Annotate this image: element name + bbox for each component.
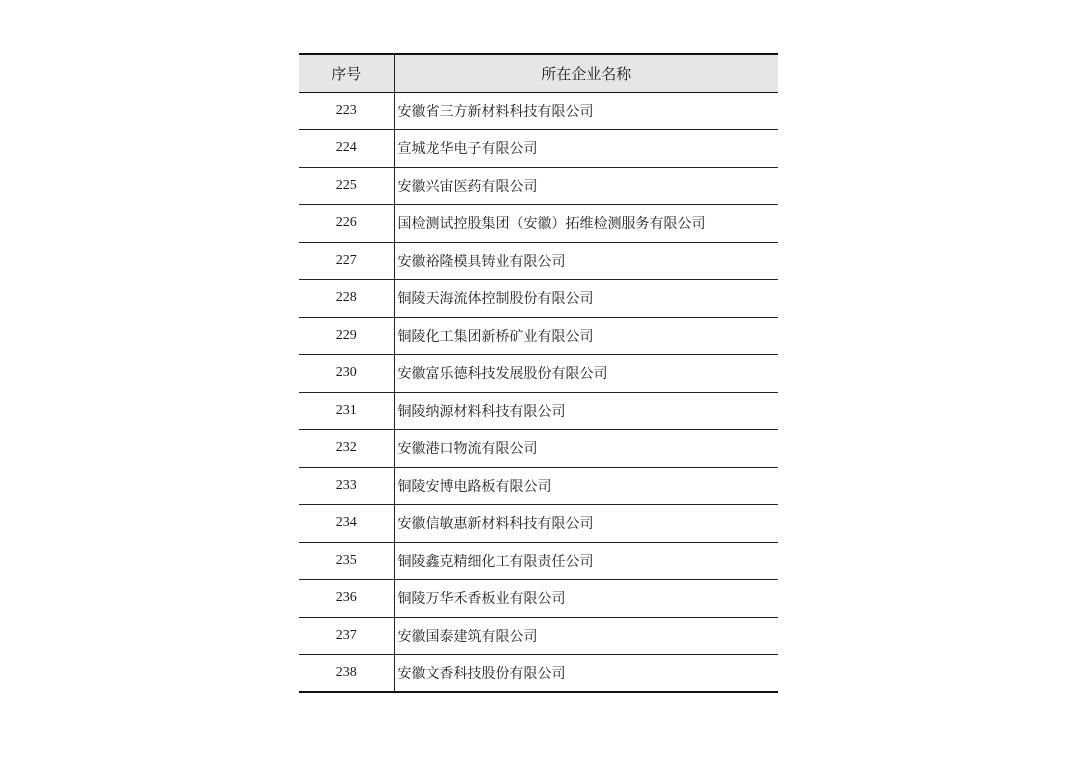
row-number: 238 xyxy=(299,655,394,693)
row-company-name: 安徽信敏惠新材料科技有限公司 xyxy=(394,505,778,543)
row-company-name: 国检测试控股集团（安徽）拓维检测服务有限公司 xyxy=(394,205,778,243)
row-company-name: 安徽国泰建筑有限公司 xyxy=(394,617,778,655)
table-row xyxy=(299,92,778,130)
row-number: 224 xyxy=(299,130,394,168)
table-row xyxy=(299,317,778,355)
column-header-number: 序号 xyxy=(299,54,394,92)
row-company-name: 铜陵万华禾香板业有限公司 xyxy=(394,580,778,618)
column-header-company: 所在企业名称 xyxy=(394,54,778,92)
table-row xyxy=(299,542,778,580)
table-row xyxy=(299,655,778,693)
company-list-table xyxy=(299,53,778,693)
row-number: 232 xyxy=(299,430,394,468)
table-row xyxy=(299,617,778,655)
table-row xyxy=(299,430,778,468)
row-number: 227 xyxy=(299,242,394,280)
row-number: 231 xyxy=(299,392,394,430)
row-company-name: 安徽富乐德科技发展股份有限公司 xyxy=(394,355,778,393)
table-row xyxy=(299,392,778,430)
row-company-name: 铜陵化工集团新桥矿业有限公司 xyxy=(394,317,778,355)
table-row xyxy=(299,580,778,618)
row-company-name: 铜陵天海流体控制股份有限公司 xyxy=(394,280,778,318)
table-row xyxy=(299,167,778,205)
row-company-name: 安徽港口物流有限公司 xyxy=(394,430,778,468)
row-number: 233 xyxy=(299,467,394,505)
row-number: 230 xyxy=(299,355,394,393)
row-company-name: 安徽兴宙医药有限公司 xyxy=(394,167,778,205)
row-company-name: 安徽裕隆模具铸业有限公司 xyxy=(394,242,778,280)
table-row xyxy=(299,242,778,280)
row-company-name: 宣城龙华电子有限公司 xyxy=(394,130,778,168)
row-company-name: 铜陵鑫克精细化工有限责任公司 xyxy=(394,542,778,580)
table-row xyxy=(299,205,778,243)
header-row xyxy=(299,54,778,92)
table-body xyxy=(299,92,778,692)
row-number: 228 xyxy=(299,280,394,318)
row-company-name: 铜陵纳源材料科技有限公司 xyxy=(394,392,778,430)
table-row xyxy=(299,467,778,505)
row-company-name: 安徽省三方新材料科技有限公司 xyxy=(394,92,778,130)
row-number: 236 xyxy=(299,580,394,618)
row-company-name: 安徽文香科技股份有限公司 xyxy=(394,655,778,693)
row-number: 237 xyxy=(299,617,394,655)
table-row xyxy=(299,280,778,318)
row-number: 229 xyxy=(299,317,394,355)
row-number: 226 xyxy=(299,205,394,243)
row-number: 234 xyxy=(299,505,394,543)
row-number: 225 xyxy=(299,167,394,205)
table-header xyxy=(299,54,778,92)
table-row xyxy=(299,355,778,393)
row-number: 223 xyxy=(299,92,394,130)
row-company-name: 铜陵安博电路板有限公司 xyxy=(394,467,778,505)
table-row xyxy=(299,505,778,543)
row-number: 235 xyxy=(299,542,394,580)
table-row xyxy=(299,130,778,168)
